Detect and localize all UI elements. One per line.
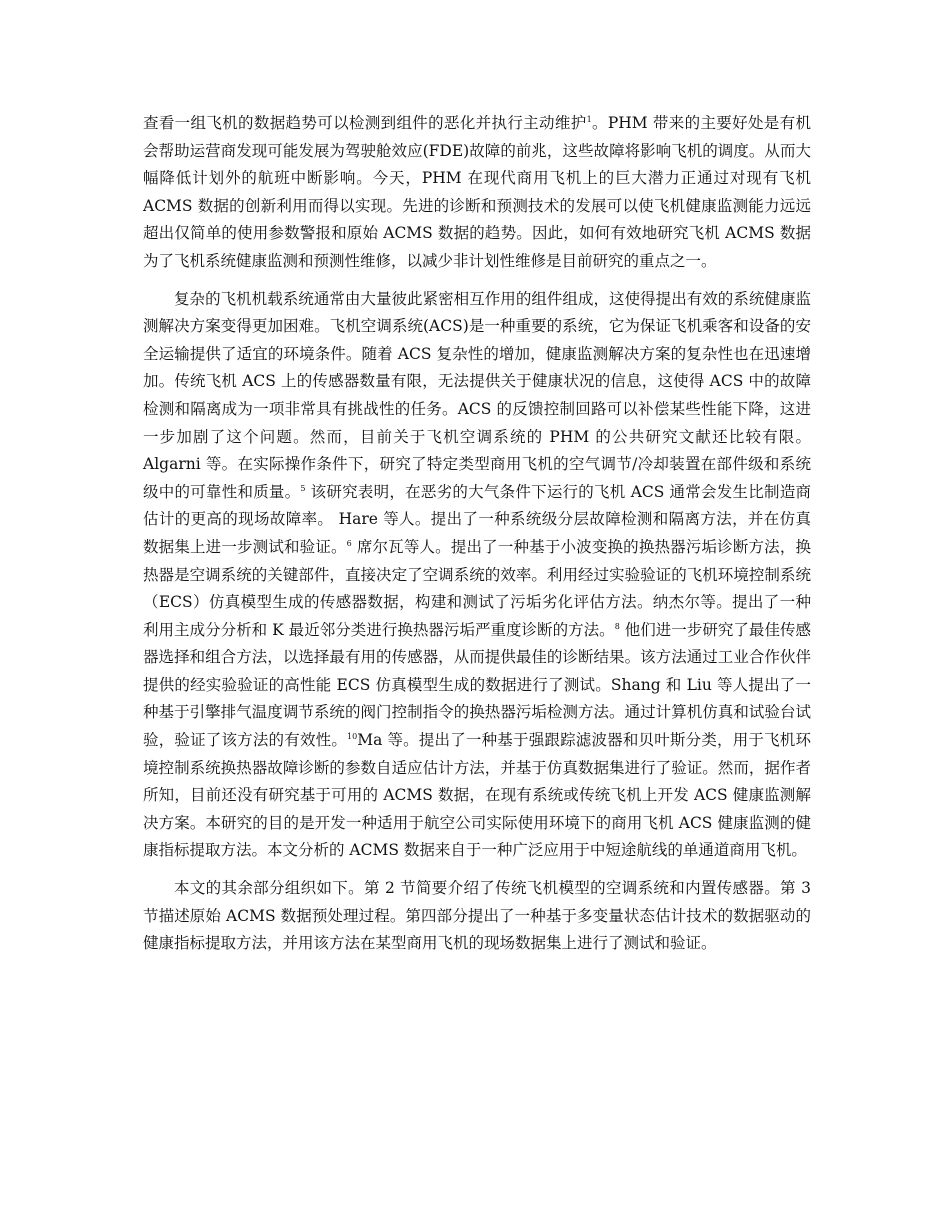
text-segment: 该研究表明，在恶劣的大气条件下运行的飞机 ACS 通常会发生比制造商估计的更高的现场故障率。 Hare 等人。提出了一种系统级分层故障检测和隔离方法，并在仿真数据集上进一步测试和验证。	[143, 482, 811, 556]
text-segment: Ma 等。提出了一种基于强跟踪滤波器和贝叶斯分类，用于飞机环境控制系统换热器故障诊断的参数自适应估计方法，并基于仿真数据集进行了验证。然而，据作者所知，目前还没有研究基于可用的 ACMS 数据，在现有系统或传统飞机上开发 ACS 健康监测解决方案。本研究的目的是开发一种适用于航空公司实际使用环境下的商用飞机 ACS 健康监测的健康指标提取方法。本文分析的 ACMS 数据来自于一种广泛应用于中短途航线的单通道商用飞机。	[143, 731, 811, 860]
citation-marker: 6	[346, 538, 352, 548]
citation-marker: 5	[300, 483, 306, 493]
paragraph-intro-continuation	[143, 110, 811, 276]
text-segment: 复杂的飞机机载系统通常由大量彼此紧密相互作用的组件组成，这使得提出有效的系统健康监测解决方案变得更加困难。飞机空调系统(ACS)是一种重要的系统，它为保证飞机乘客和设备的安全运输提供了适宜的环境条件。随着 ACS 复杂性的增加，健康监测解决方案的复杂性也在迅速增加。传统飞机 ACS 上的传感器数量有限，无法提供关于健康状况的信息，这使得 ACS 中的故障检测和隔离成为一项非常具有挑战性的任务。ACS 的反馈控制回路可以补偿某些性能下降，这进一步加剧了这个问题。然而，目前关于飞机空调系统的 PHM 的公共研究文献还比较有限。Algarni 等。在实际操作条件下，研究了特定类型商用飞机的空气调节/冷却装置在部件级和系统级中的可靠性和质量。	[143, 289, 811, 501]
paragraph-organization	[143, 875, 811, 958]
text-segment: 。PHM 带来的主要好处是有机会帮助运营商发现可能发展为驾驶舱效应(FDE)故障的前兆，这些故障将影响飞机的调度。从而大幅降低计划外的航班中断影响。今天，PHM 在现代商用飞机上的巨大潜力正通过对现有飞机 ACMS 数据的创新利用而得以实现。先进的诊断和预测技术的发展可以使飞机健康监测能力远远超出仅简单的使用参数警报和原始 ACMS 数据的趋势。因此，如何有效地研究飞机 ACMS 数据为了飞机系统健康监测和预测性维修，以减少非计划性维修是目前研究的重点之一。	[143, 114, 811, 270]
citation-marker: 8	[614, 621, 620, 631]
citation-marker: 1	[586, 115, 592, 124]
text-segment: 查看一组飞机的数据趋势可以检测到组件的恶化并执行主动维护	[143, 114, 587, 132]
text-segment: 席尔瓦等人。提出了一种基于小波变换的换热器污垢诊断方法，换热器是空调系统的关键部件，直接决定了空调系统的效率。利用经过实验验证的飞机环境控制系统（ECS）仿真模型生成的传感器数据，构建和测试了污垢劣化评估方法。纳杰尔等。提出了一种利用主成分分析和 K 最近邻分类进行换热器污垢严重度诊断的方法。	[143, 537, 811, 639]
paragraph-acs-review	[143, 286, 811, 865]
citation-marker: 10	[347, 732, 358, 742]
text-segment: 本文的其余部分组织如下。第 2 节简要介绍了传统飞机模型的空调系统和内置传感器。第 3 节描述原始 ACMS 数据预处理过程。第四部分提出了一种基于多变量状态估计技术的数据驱动的健康指标提取方法，并用该方法在某型商用飞机的现场数据集上进行了测试和验证。	[143, 879, 811, 953]
document-body	[143, 110, 811, 968]
text-segment: 他们进一步研究了最佳传感器选择和组合方法，以选择最有用的传感器，从而提供最佳的诊断结果。该方法通过工业合作伙伴提供的经实验验证的高性能 ECS 仿真模型生成的数据进行了测试。Shang 和 Liu 等人提出了一种基于引擎排气温度调节系统的阀门控制指令的换热器污垢检测方法。通过计算机仿真和试验台试验，验证了该方法的有效性。	[143, 620, 811, 750]
